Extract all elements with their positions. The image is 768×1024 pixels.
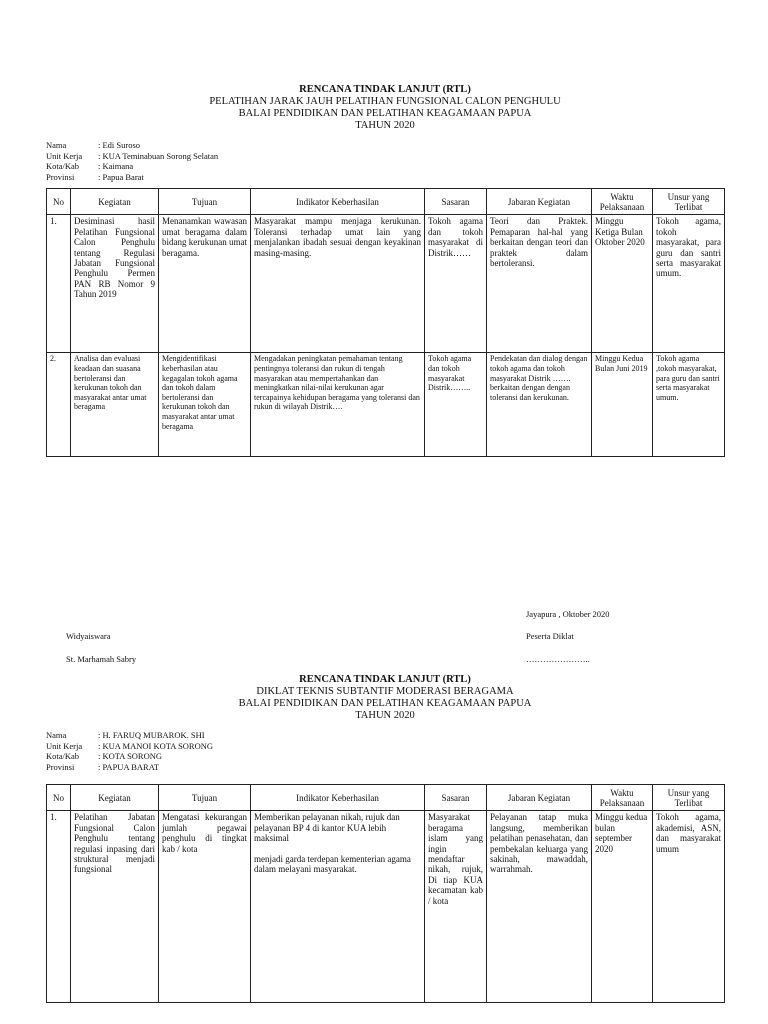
cell-kegiatan: Pelatihan Jabatan Fungsional Calon Penghulu tentang regulasi inpasing dari struktural menjadi fungsional — [71, 811, 159, 1003]
identity-label: Nama — [46, 730, 67, 740]
doc2-subtitle-2: BALAI PENDIDIKAN DAN PELATIHAN KEAGAMAAN PAPUA — [238, 698, 532, 709]
doc2-identity-row — [46, 751, 724, 762]
doc1-title: RENCANA TINDAK LANJUT (RTL) — [299, 84, 471, 95]
col-header-kegiatan: Kegiatan — [71, 189, 159, 215]
signature-left-name: St. Marhamah Sabry — [66, 654, 137, 664]
doc2-identity-row — [46, 762, 724, 773]
cell-waktu: Minggu Ketiga Bulan Oktober 2020 — [592, 215, 653, 353]
doc1-identity-row — [46, 140, 724, 151]
identity-value: : Papua Barat — [98, 171, 144, 182]
col-header-sasaran: Sasaran — [425, 189, 487, 215]
cell-no: 1. — [47, 215, 71, 353]
identity-label: Kota/Kab — [46, 161, 80, 172]
cell-jabaran: Pendekatan dan dialog dengan tokoh agama dan tokoh masyarakat Distrik ……. berkaitan dengan dengan toleransi dan kerukunan. — [487, 353, 592, 457]
identity-value: : H. FARUQ MUBAROK. SHI — [98, 730, 205, 740]
identity-value: : KOTA SORONG — [98, 751, 163, 762]
cell-no: 2. — [47, 353, 71, 457]
cell-indikator — [251, 811, 425, 1003]
cell-tujuan: Menanamkan wawasan umat beragama dalam bidang kerukunan umat beragama. — [159, 215, 251, 353]
cell-unsur: Tokoh agama, tokoh masyarakat, para guru dan santri serta masyarakat umum. — [653, 215, 725, 353]
doc1-identity-row — [46, 172, 724, 183]
cell-waktu: Minggu Kedua Bulan Juni 2019 — [592, 353, 653, 457]
cell-unsur: Tokoh agama, akademisi, ASN, dan masyarakat umum — [653, 811, 725, 1003]
doc2-identity-row — [46, 741, 724, 752]
col-header-tujuan: Tujuan — [159, 785, 251, 811]
identity-label: Provinsi — [46, 761, 75, 772]
table-row — [47, 353, 725, 457]
doc2-rtl-table — [46, 784, 725, 1003]
rtl-document-2 — [46, 674, 724, 1003]
cell-sasaran: Tokoh agama dan tokoh masyarakat di Distrik…… — [425, 215, 487, 353]
identity-label: Kota/Kab — [46, 751, 80, 762]
col-header-kegiatan: Kegiatan — [71, 785, 159, 811]
doc2-subtitle-3: TAHUN 2020 — [355, 710, 415, 721]
doc2-header — [46, 674, 724, 722]
col-header-tujuan: Tujuan — [159, 189, 251, 215]
indikator-paragraph: Memberikan pelayanan nikah, rujuk dan pelayanan BP 4 di kantor KUA lebih maksimal — [254, 812, 400, 844]
doc1-rtl-table — [46, 188, 725, 457]
doc2-identity-row — [46, 730, 724, 741]
doc1-subtitle-2: BALAI PENDIDIKAN DAN PELATIHAN KEAGAMAAN PAPUA — [238, 108, 532, 119]
cell-kegiatan: Analisa dan evaluasi keadaan dan suasana bertoleransi dan kerukunan tokoh dan masyarakat antar umat beragama — [71, 353, 159, 457]
identity-label: Unit Kerja — [46, 740, 83, 751]
col-header-jabaran: Jabaran Kegiatan — [487, 785, 592, 811]
signature-left-role: Widyaiswara — [66, 631, 111, 641]
col-header-jabaran: Jabaran Kegiatan — [487, 189, 592, 215]
identity-value: : Edi Suroso — [98, 140, 141, 150]
doc1-identity — [46, 140, 724, 182]
col-header-unsur: Unsur yang Terlibat — [653, 189, 725, 215]
col-header-waktu: Waktu Pelaksanaan — [592, 785, 653, 811]
table-row — [47, 811, 725, 1003]
identity-value: : Kaimana — [98, 161, 134, 172]
col-header-indikator: Indikator Keberhasilan — [251, 189, 425, 215]
doc1-identity-row — [46, 151, 724, 162]
identity-value: : PAPUA BARAT — [98, 761, 160, 772]
col-header-no: No — [47, 189, 71, 215]
table-header-row — [47, 785, 725, 811]
cell-sasaran: Tokoh agama dan tokoh masyarakat Distrik…….. — [425, 353, 487, 457]
identity-label: Provinsi — [46, 171, 75, 182]
identity-label: Nama — [46, 140, 67, 150]
col-header-waktu: Waktu Pelaksanaan — [592, 189, 653, 215]
identity-value: : KUA MANOI KOTA SORONG — [98, 740, 214, 751]
cell-waktu: Minggu kedua bulan september 2020 — [592, 811, 653, 1003]
table-row — [47, 215, 725, 353]
cell-unsur: Tokoh agama ,tokoh masyarakat, para guru dan santri serta masyarakat umum. — [653, 353, 725, 457]
table-header-row — [47, 189, 725, 215]
signature-right-name: ………………….. — [526, 654, 590, 664]
cell-kegiatan: Desiminasi hasil Pelatihan Fungsional Calon Penghulu tentang Regulasi Jabatan Fungsional Penghulu Permen PAN RB Nomor 9 Tahun 2019 — [71, 215, 159, 353]
signature-right-role: Peserta Diklat — [526, 631, 574, 641]
cell-tujuan: Mengidentifikasi keberhasilan atau kegagalan tokoh agama dan tokoh dalam bertoleransi dan kerukunan tokoh dan masyarakat antar umat beragama — [159, 353, 251, 457]
doc1-subtitle-3: TAHUN 2020 — [355, 120, 415, 131]
cell-sasaran: Masyarakat beragama islam yang ingin mendaftar nikah, rujuk, Di tiap KUA kecamatan kab / kota — [425, 811, 487, 1003]
cell-jabaran: Teori dan Praktek. Pemaparan hal-hal yang berkaitan dengan teori dan praktek dalam bertoleransi. — [487, 215, 592, 353]
col-header-sasaran: Sasaran — [425, 785, 487, 811]
rtl-document-1 — [46, 84, 724, 457]
identity-label: Unit Kerja — [46, 150, 83, 161]
cell-indikator: Masyarakat mampu menjaga kerukunan. Toleransi terhadap umat lain yang menjalankan ibadah sesuai dengan keyakinan masing-masing. — [251, 215, 425, 353]
doc2-identity — [46, 730, 724, 772]
doc1-identity-row — [46, 161, 724, 172]
doc1-subtitle-1: PELATIHAN JARAK JAUH PELATIHAN FUNGSIONAL CALON PENGHULU — [209, 96, 561, 107]
cell-no: 1. — [47, 811, 71, 1003]
cell-tujuan: Mengatasi kekurangan jumlah pegawai penghulu di tingkat kab / kota — [159, 811, 251, 1003]
identity-value: : KUA Teminabuan Sorong Selatan — [98, 150, 219, 161]
signature-place-date: Jayapura , Oktober 2020 — [526, 609, 610, 619]
doc2-subtitle-1: DIKLAT TEKNIS SUBTANTIF MODERASI BERAGAMA — [256, 686, 514, 697]
doc2-title: RENCANA TINDAK LANJUT (RTL) — [299, 674, 471, 685]
col-header-indikator: Indikator Keberhasilan — [251, 785, 425, 811]
col-header-unsur: Unsur yang Terlibat — [653, 785, 725, 811]
indikator-paragraph: menjadi garda terdepan kementerian agama dalam melayani masyarakat. — [254, 853, 411, 874]
doc1-header — [46, 84, 724, 132]
cell-jabaran: Pelayanan tatap muka langsung, memberikan pelatihan penasehatan, dan pembekalan keluarga yang sakinah, mawaddah, warrahmah. — [487, 811, 592, 1003]
cell-indikator: Mengadakan peningkatan pemahaman tentang pentingnya toleransi dan rukun di tengah masyarakan atau mempertahankan dan meningkatkan nilai-nilai kerukunan agar tercapainya kehidupan beragama yang toleransi dan rukun di wilayah Distrik…. — [251, 353, 425, 457]
col-header-no: No — [47, 785, 71, 811]
